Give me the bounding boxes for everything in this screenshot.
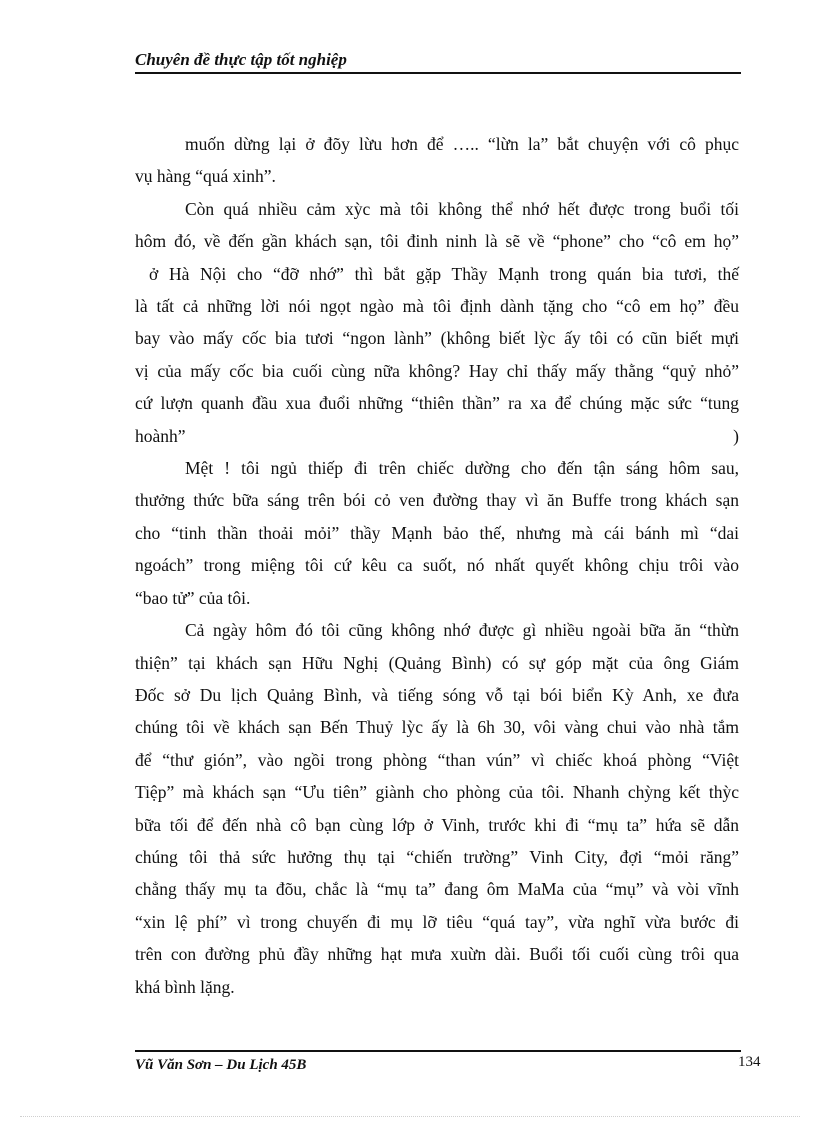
text-line: chẳng thấy mụ ta đõu, chắc là “mụ ta” đang ôm MaMa của “mụ” và vòi vĩnh [135,879,739,900]
text-line: “bao tử” của tôi. [135,587,251,608]
text-line: cứ lượn quanh đầu xua đuổi những “thiên thần” ra xa để chúng mặc sức “tung [135,393,739,414]
text-line: vị của mấy cốc bia cuối cùng nữa không? Hay chỉ thấy mấy thằng “quỷ nhỏ” [135,360,739,381]
page-header [135,50,741,74]
footer-divider [135,1050,741,1052]
text-line: ở Hà Nội cho “đỡ nhớ” thì bắt gặp Thầy Mạnh trong quán bia tươi, thế [149,263,739,284]
text-line: bay vào mấy cốc bia tươi “ngon lành” (không biết lỳc ấy tôi có cũn biết mựi [135,328,739,349]
text-line: Đốc sở Du lịch Quảng Bình, và tiếng sóng vỗ tại bói biển Kỳ Anh, xe đưa [135,684,739,705]
text-line: chúng tôi về khách sạn Bến Thuỷ lỳc ấy là 6h 30, vôi vàng chui vào nhà tắm [135,717,739,738]
text-line: khá bình lặng. [135,976,235,997]
page-bottom-divider [20,1116,800,1117]
text-line: chúng tôi thả sức hưởng thụ tại “chiến trường” Vinh City, đợi “mỏi răng” [135,846,739,867]
text-line: là tất cả những lời nói ngọt ngào mà tôi định dành tặng cho “cô em họ” đều [135,296,739,317]
footer-author: Vũ Văn Sơn – Du Lịch 45B [135,1057,307,1073]
text-line: để “thư gión”, vào ngồi trong phòng “than vún” vì chiếc khoá phòng “Việt [135,749,739,770]
text-fragment: ) [733,425,739,446]
page-number: 134 [738,1054,761,1070]
text-line: thiện” tại khách sạn Hữu Nghị (Quảng Bình) có sự góp mặt của ông Giám [135,652,739,673]
text-line: trên con đường phủ đầy những hạt mưa xuừn dài. Buổi tối cuối cùng trôi qua [135,944,739,965]
text-line: cho “tinh thần thoải mỏi” thầy Mạnh bảo thế, nhưng mà cái bánh mì “dai [135,522,739,543]
text-line: Mệt ! tôi ngủ thiếp đi trên chiếc dường cho đến tận sáng hôm sau, [185,458,739,479]
text-line: Tiệp” mà khách sạn “Ưu tiên” giành cho phòng của tôi. Nhanh chỳng kết thỳc [135,782,739,803]
header-title: Chuyên đề thực tập tốt nghiệp [135,50,347,69]
text-line: thưởng thức bữa sáng trên bói cỏ ven đường thay vì ăn Buffe trong khách sạn [135,490,739,511]
text-line: “xin lệ phí” vì trong chuyến đi mụ lỡ tiêu “quá tay”, vừa nghĩ vừa bước đi [135,911,739,932]
text-line: hôm đó, về đến gần khách sạn, tôi đinh ninh là sẽ về “phone” cho “cô em họ” [135,231,739,252]
text-line: Còn quá nhiều cảm xỳc mà tôi không thể nhớ hết được trong buổi tối [185,198,739,219]
text-line: bữa tối để đến nhà cô bạn cùng lớp ở Vinh, trước khi đi “mụ ta” hứa sẽ dẫn [135,814,739,835]
text-line: vụ hàng “quá xinh”. [135,166,276,187]
document-body [135,128,739,1003]
text-line: ngoách” trong miệng tôi cứ kêu ca suốt, nó nhất quyết không chịu trôi vào [135,555,739,576]
text-line: muốn dừng lại ở đõy lừu hơn để ….. “lừn la” bắt chuyện với cô phục [185,134,739,154]
text-line: Cả ngày hôm đó tôi cũng không nhớ được gì nhiều ngoài bữa ăn “thừn [185,620,739,641]
text-fragment: hoành” [135,425,186,446]
text-line-pair [135,420,739,452]
